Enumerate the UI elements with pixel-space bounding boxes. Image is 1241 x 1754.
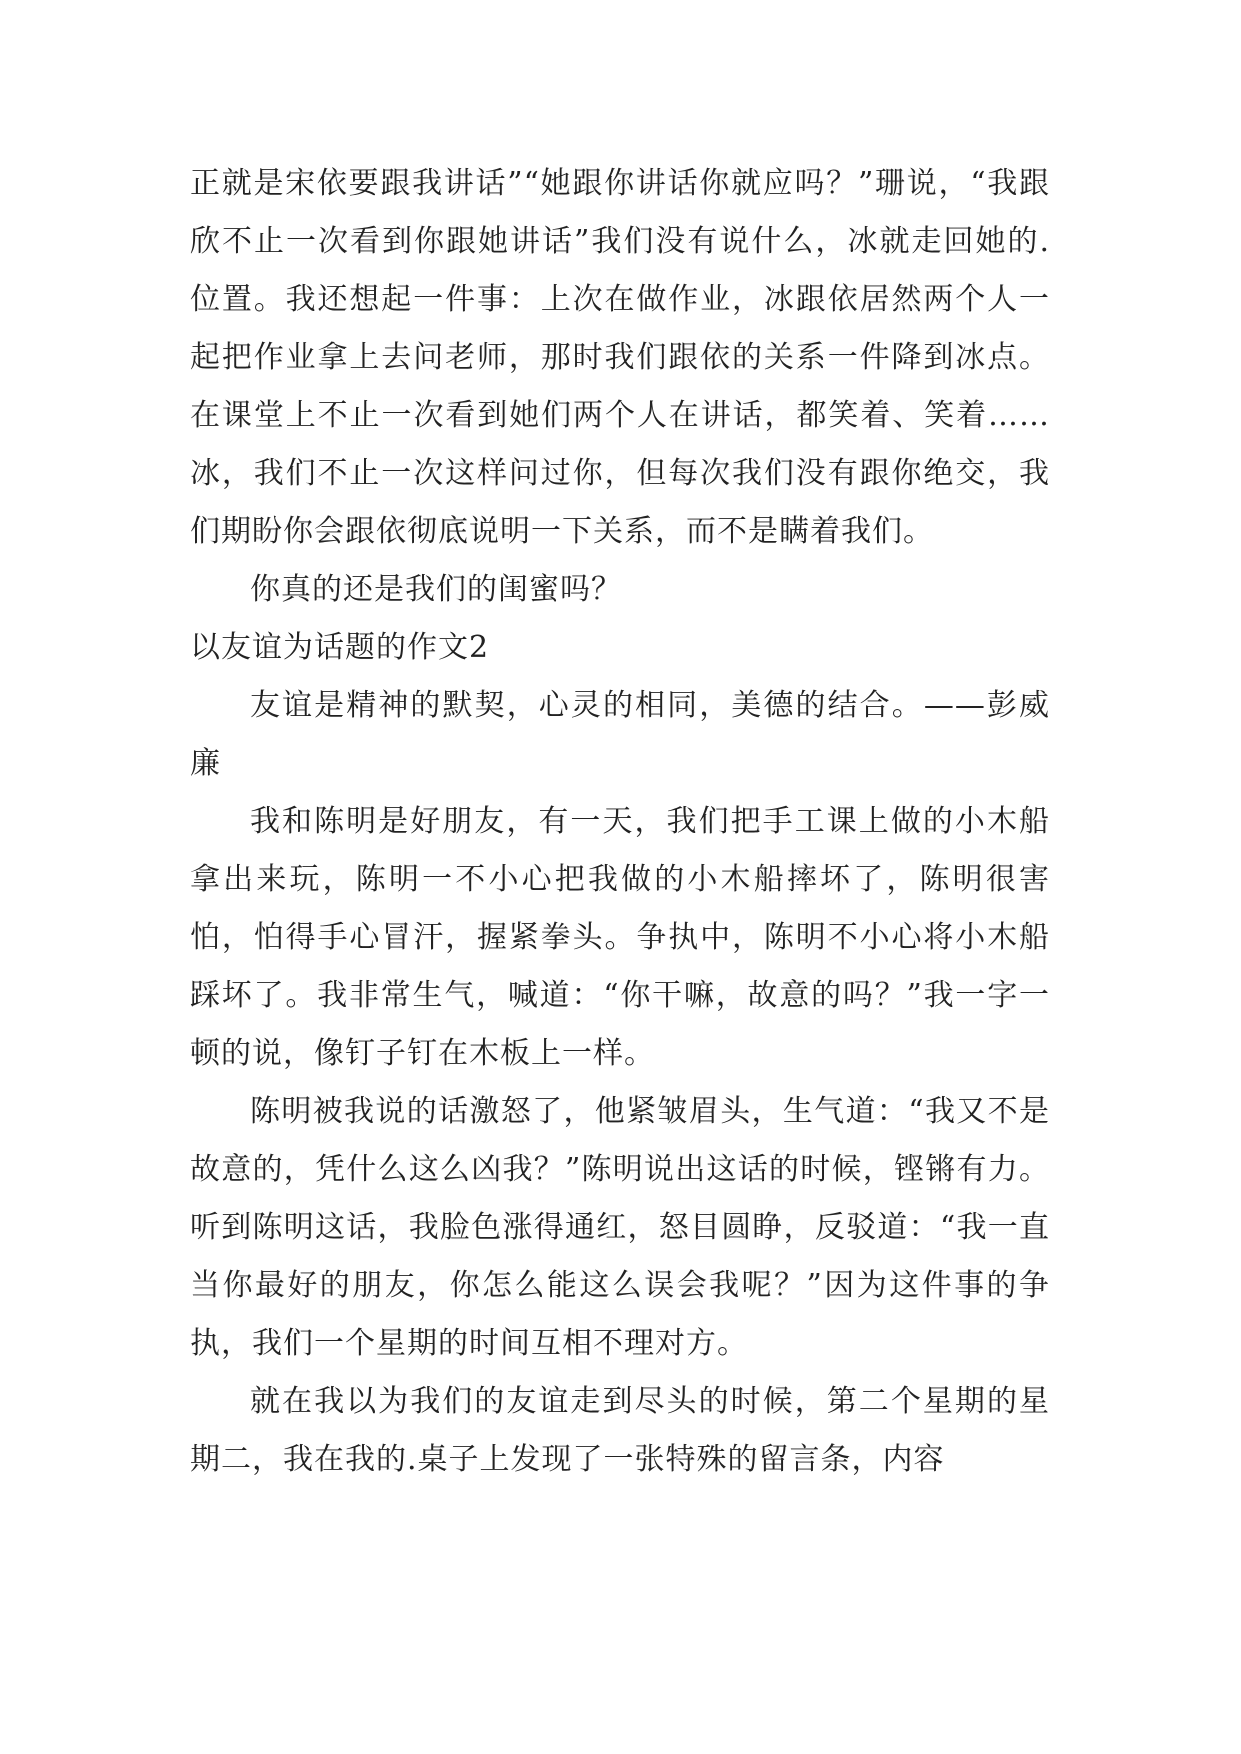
essay-heading: 以友谊为话题的作文2 xyxy=(190,630,490,665)
paragraph-question: 你真的还是我们的闺蜜吗？ xyxy=(250,572,622,607)
paragraph-continuation: 正就是宋依要跟我讲话”“她跟你讲话你就应吗？”珊说，“我跟欣不止一次看到你跟她讲话”我们没有说什么，冰就走回她的.位置。我还想起一件事：上次在做作业，冰跟依居然两个人一起把作业拿上去问老师，那时我们跟依的关系一件降到冰点。在课堂上不止一次看到她们两个人在讲话，都笑着、笑着……冰，我们不止一次这样问过你，但每次我们没有跟你绝交，我们期盼你会跟依彻底说明一下关系，而不是瞒着我们。 xyxy=(190,166,1050,549)
document-body xyxy=(190,155,1050,1489)
paragraph-boat-story: 我和陈明是好朋友，有一天，我们把手工课上做的小木船拿出来玩，陈明一不小心把我做的小木船摔坏了，陈明很害怕，怕得手心冒汗，握紧拳头。争执中，陈明不小心将小木船踩坏了。我非常生气，喊道：“你干嘛，故意的吗？”我一字一顿的说，像钉子钉在木板上一样。 xyxy=(190,804,1050,1071)
paragraph-argument: 陈明被我说的话激怒了，他紧皱眉头，生气道：“我又不是故意的，凭什么这么凶我？”陈明说出这话的时候，铿锵有力。听到陈明这话，我脸色涨得通红，怒目圆睁，反驳道：“我一直当你最好的朋友，你怎么能这么误会我呢？”因为这件事的争执，我们一个星期的时间互相不理对方。 xyxy=(190,1094,1050,1361)
paragraph-quote: 友谊是精神的默契，心灵的相同，美德的结合。——彭威廉 xyxy=(190,688,1050,781)
paragraph-reconciliation: 就在我以为我们的友谊走到尽头的时候，第二个星期的星期二，我在我的.桌子上发现了一张特殊的留言条，内容 xyxy=(190,1384,1050,1477)
